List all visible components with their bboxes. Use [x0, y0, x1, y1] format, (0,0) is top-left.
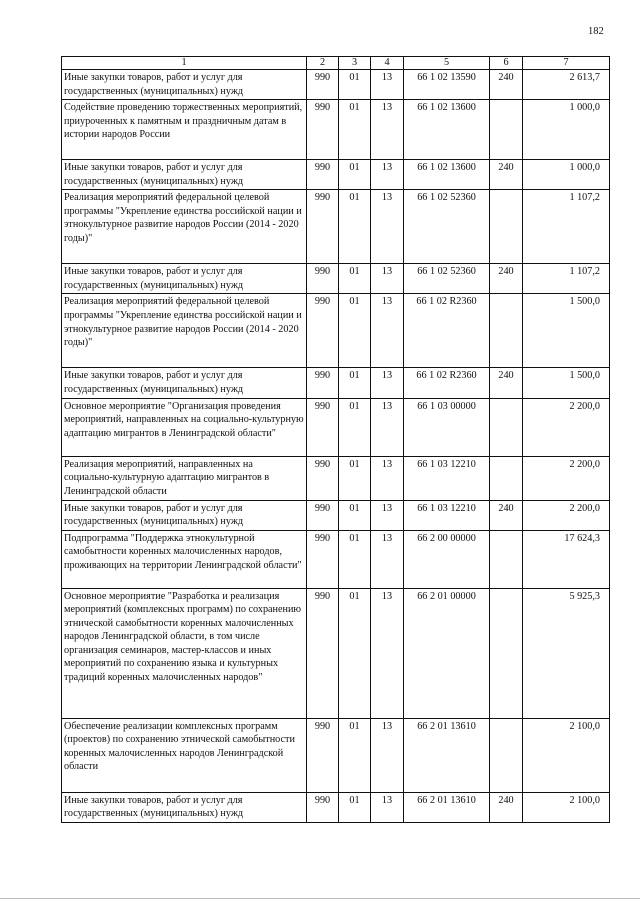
row-expense-type	[490, 530, 523, 588]
row-ministry-code: 990	[307, 500, 339, 530]
page-number: 182	[588, 26, 604, 37]
row-name: Основное мероприятие "Организация проведения мероприятий, направленных на социально-культурную адаптацию мигрантов в Ленинградской области"	[62, 398, 307, 456]
row-expense-type	[490, 398, 523, 456]
row-name: Иные закупки товаров, работ и услуг для государственных (муниципальных) нужд	[62, 160, 307, 190]
row-name: Иные закупки товаров, работ и услуг для государственных (муниципальных) нужд	[62, 70, 307, 100]
row-name: Содействие проведению торжественных мероприятий, приуроченных к памятным и праздничным датам в истории народов России	[62, 100, 307, 160]
row-subsection-code: 13	[371, 792, 404, 822]
row-amount: 2 200,0	[523, 456, 610, 500]
row-target-article: 66 1 02 R2360	[404, 294, 490, 368]
row-target-article: 66 1 02 13600	[404, 100, 490, 160]
row-amount: 1 500,0	[523, 368, 610, 398]
row-expense-type	[490, 718, 523, 792]
row-subsection-code: 13	[371, 456, 404, 500]
row-amount: 2 613,7	[523, 70, 610, 100]
row-subsection-code: 13	[371, 294, 404, 368]
row-name: Иные закупки товаров, работ и услуг для государственных (муниципальных) нужд	[62, 368, 307, 398]
row-section-code: 01	[339, 70, 371, 100]
row-expense-type: 240	[490, 368, 523, 398]
row-expense-type	[490, 456, 523, 500]
row-name: Иные закупки товаров, работ и услуг для государственных (муниципальных) нужд	[62, 264, 307, 294]
row-target-article: 66 1 02 13600	[404, 160, 490, 190]
table-row	[62, 70, 610, 100]
row-ministry-code: 990	[307, 588, 339, 718]
row-target-article: 66 2 01 00000	[404, 588, 490, 718]
row-section-code: 01	[339, 530, 371, 588]
row-amount: 1 000,0	[523, 100, 610, 160]
bottom-scan-edge	[0, 898, 640, 899]
row-expense-type	[490, 588, 523, 718]
row-expense-type: 240	[490, 264, 523, 294]
row-subsection-code: 13	[371, 588, 404, 718]
row-amount: 1 107,2	[523, 264, 610, 294]
row-subsection-code: 13	[371, 100, 404, 160]
row-ministry-code: 990	[307, 160, 339, 190]
table-row	[62, 264, 610, 294]
row-target-article: 66 1 03 12210	[404, 456, 490, 500]
row-name: Обеспечение реализации комплексных программ (проектов) по сохранению этнической самобытности коренных малочисленных народов Ленинградской области	[62, 718, 307, 792]
row-ministry-code: 990	[307, 70, 339, 100]
row-subsection-code: 13	[371, 718, 404, 792]
row-name: Реализация мероприятий федеральной целевой программы "Укрепление единства российской нации и этнокультурное развитие народов России (2014 - 2020 годы)"	[62, 294, 307, 368]
row-amount: 1 000,0	[523, 160, 610, 190]
row-ministry-code: 990	[307, 456, 339, 500]
row-amount: 1 107,2	[523, 190, 610, 264]
header-cell: 2	[307, 57, 339, 70]
row-section-code: 01	[339, 264, 371, 294]
table-row	[62, 294, 610, 368]
row-expense-type: 240	[490, 500, 523, 530]
row-name: Основное мероприятие "Разработка и реализация мероприятий (комплексных программ) по сохранению этнической самобытности коренных малочисленных народов Ленинградской области, в том числе организация семинаров, мастер-классов и иных мероприятий по сохранению языка и культурных традиций коренных малочисленных народов"	[62, 588, 307, 718]
table-row	[62, 718, 610, 792]
row-amount: 2 100,0	[523, 792, 610, 822]
row-ministry-code: 990	[307, 792, 339, 822]
row-section-code: 01	[339, 718, 371, 792]
table-row	[62, 368, 610, 398]
row-subsection-code: 13	[371, 70, 404, 100]
row-expense-type	[490, 294, 523, 368]
row-ministry-code: 990	[307, 530, 339, 588]
row-subsection-code: 13	[371, 398, 404, 456]
header-cell: 7	[523, 57, 610, 70]
row-subsection-code: 13	[371, 368, 404, 398]
row-name: Подпрограмма "Поддержка этнокультурной самобытности коренных малочисленных народов, проживающих на территории Ленинградской области"	[62, 530, 307, 588]
header-cell: 5	[404, 57, 490, 70]
row-section-code: 01	[339, 160, 371, 190]
row-section-code: 01	[339, 792, 371, 822]
table-row	[62, 100, 610, 160]
row-section-code: 01	[339, 100, 371, 160]
row-section-code: 01	[339, 456, 371, 500]
row-target-article: 66 1 02 13590	[404, 70, 490, 100]
row-ministry-code: 990	[307, 100, 339, 160]
table-row	[62, 160, 610, 190]
table-row	[62, 398, 610, 456]
row-amount: 17 624,3	[523, 530, 610, 588]
row-subsection-code: 13	[371, 190, 404, 264]
row-target-article: 66 2 01 13610	[404, 718, 490, 792]
row-expense-type: 240	[490, 160, 523, 190]
row-expense-type	[490, 190, 523, 264]
header-cell: 3	[339, 57, 371, 70]
row-section-code: 01	[339, 368, 371, 398]
row-target-article: 66 1 03 12210	[404, 500, 490, 530]
row-target-article: 66 2 01 13610	[404, 792, 490, 822]
row-section-code: 01	[339, 294, 371, 368]
table-header-row	[62, 57, 610, 70]
row-ministry-code: 990	[307, 398, 339, 456]
row-ministry-code: 990	[307, 190, 339, 264]
budget-table	[61, 56, 610, 823]
row-name: Иные закупки товаров, работ и услуг для государственных (муниципальных) нужд	[62, 792, 307, 822]
row-amount: 1 500,0	[523, 294, 610, 368]
row-ministry-code: 990	[307, 294, 339, 368]
row-name: Иные закупки товаров, работ и услуг для государственных (муниципальных) нужд	[62, 500, 307, 530]
row-subsection-code: 13	[371, 500, 404, 530]
row-subsection-code: 13	[371, 160, 404, 190]
row-subsection-code: 13	[371, 530, 404, 588]
row-expense-type: 240	[490, 792, 523, 822]
row-name: Реализация мероприятий федеральной целевой программы "Укрепление единства российской нации и этнокультурное развитие народов России (2014 - 2020 годы)"	[62, 190, 307, 264]
row-target-article: 66 1 02 52360	[404, 264, 490, 294]
row-ministry-code: 990	[307, 368, 339, 398]
row-target-article: 66 2 00 00000	[404, 530, 490, 588]
table-row	[62, 456, 610, 500]
row-name: Реализация мероприятий, направленных на социально-культурную адаптацию мигрантов в Ленинградской области	[62, 456, 307, 500]
table-row	[62, 588, 610, 718]
table-row	[62, 500, 610, 530]
row-subsection-code: 13	[371, 264, 404, 294]
row-target-article: 66 1 02 52360	[404, 190, 490, 264]
header-cell: 4	[371, 57, 404, 70]
row-ministry-code: 990	[307, 718, 339, 792]
row-amount: 2 200,0	[523, 398, 610, 456]
table-row	[62, 530, 610, 588]
row-section-code: 01	[339, 500, 371, 530]
row-amount: 2 200,0	[523, 500, 610, 530]
row-target-article: 66 1 03 00000	[404, 398, 490, 456]
row-expense-type	[490, 100, 523, 160]
row-section-code: 01	[339, 588, 371, 718]
row-ministry-code: 990	[307, 264, 339, 294]
row-expense-type: 240	[490, 70, 523, 100]
header-cell: 1	[62, 57, 307, 70]
row-section-code: 01	[339, 398, 371, 456]
table-row	[62, 792, 610, 822]
row-amount: 2 100,0	[523, 718, 610, 792]
row-amount: 5 925,3	[523, 588, 610, 718]
header-cell: 6	[490, 57, 523, 70]
row-section-code: 01	[339, 190, 371, 264]
table-row	[62, 190, 610, 264]
row-target-article: 66 1 02 R2360	[404, 368, 490, 398]
